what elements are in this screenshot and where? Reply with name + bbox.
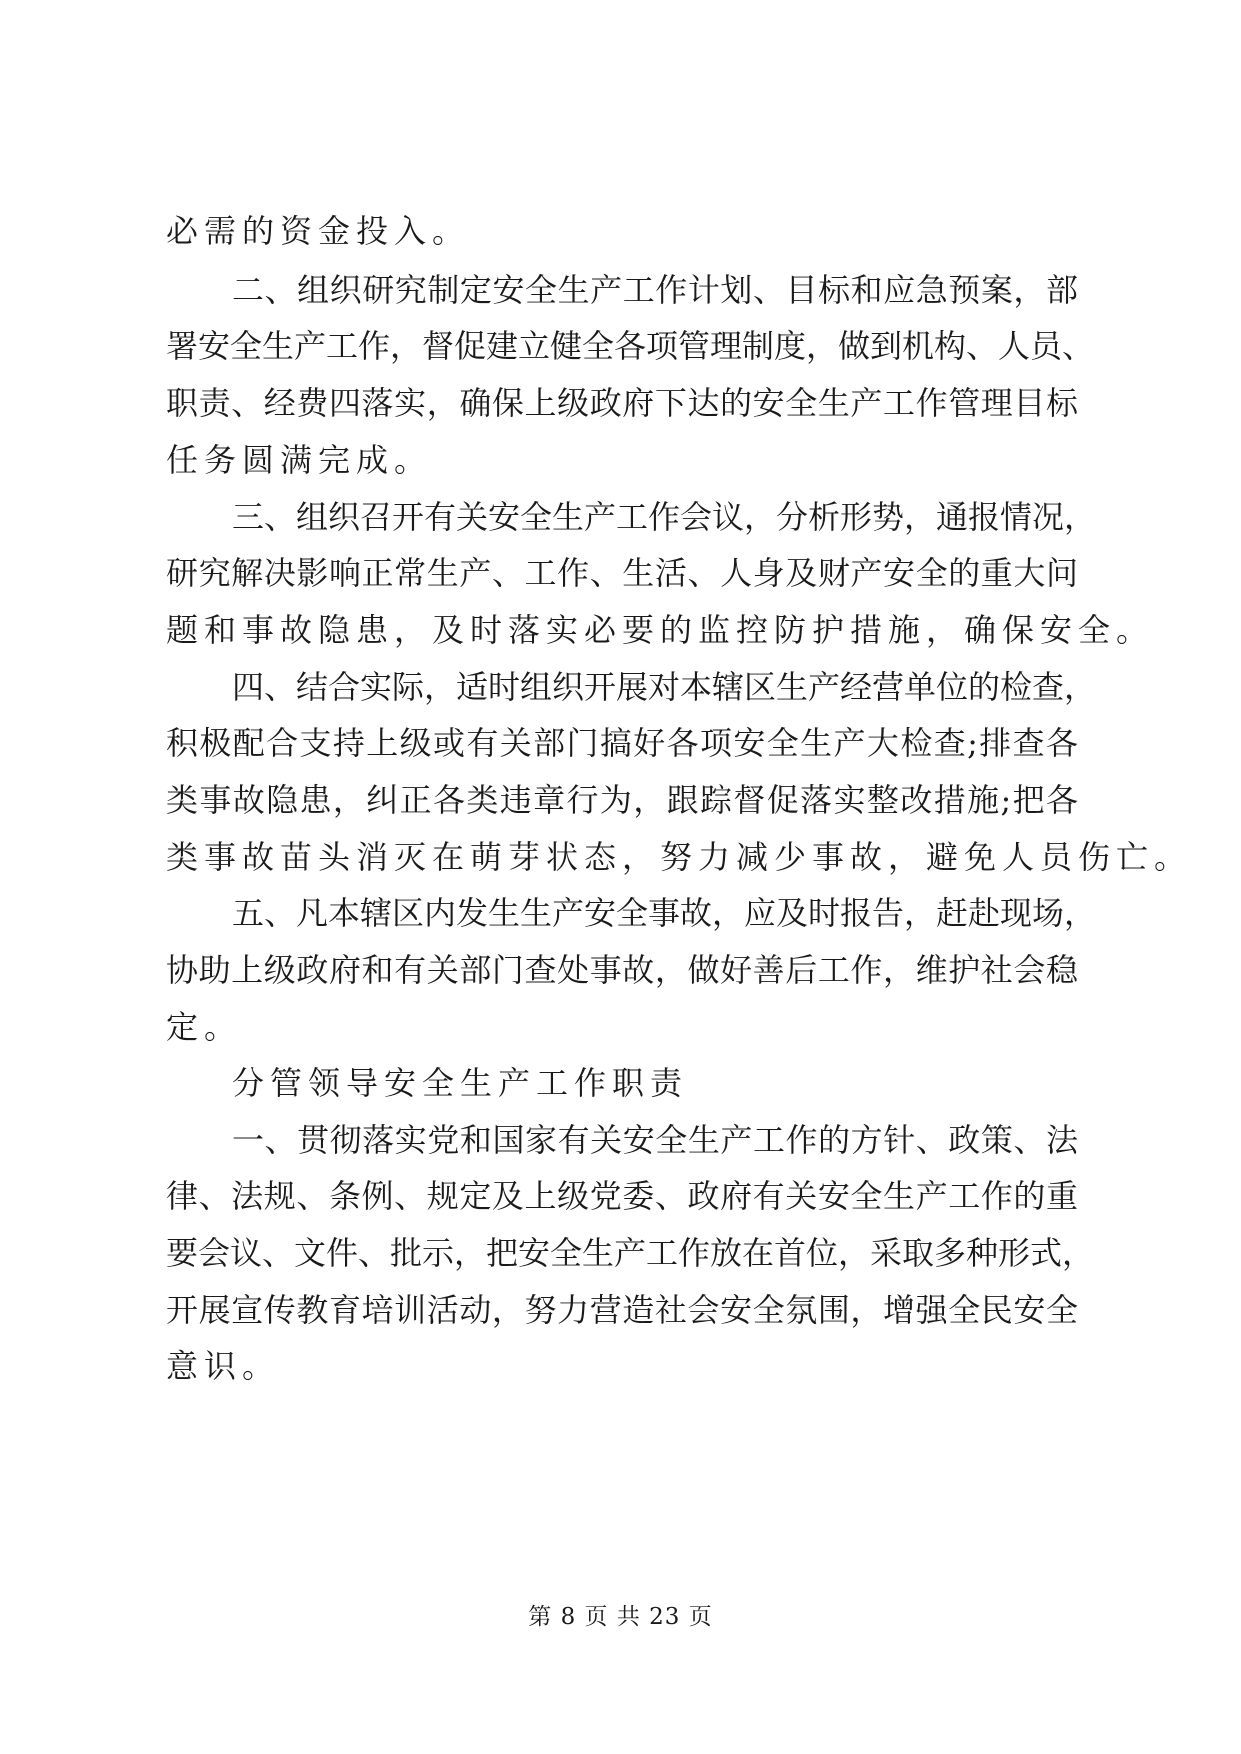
text-line: 律、法规、条例、规定及上级党委、政府有关安全生产工作的重 xyxy=(166,1177,1078,1215)
page-footer: 第 8 页 共 23 页 xyxy=(528,1604,713,1630)
text-line: 题和事故隐患，及时落实必要的监控防护措施，确保安全。 xyxy=(166,611,1155,649)
text-line: 要会议、文件、批示，把安全生产工作放在首位，采取多种形式， xyxy=(166,1234,1095,1272)
text-line: 类事故苗头消灭在萌芽状态，努力减少事故，避免人员伤亡。 xyxy=(166,838,1193,876)
text-line: 积极配合支持上级或有关部门搞好各项安全生产大检查;排查各 xyxy=(166,724,1078,762)
text-line: 三、组织召开有关安全生产工作会议，分析形势，通报情况， xyxy=(232,498,1097,536)
text-line: 协助上级政府和有关部门查处事故，做好善后工作，维护社会稳 xyxy=(166,951,1078,989)
text-line: 一、贯彻落实党和国家有关安全生产工作的方针、政策、法 xyxy=(232,1121,1078,1159)
text-line: 定。 xyxy=(166,1008,243,1046)
text-line: 署安全生产工作，督促建立健全各项管理制度，做到机构、人员、 xyxy=(166,327,1095,365)
section-heading: 分管领导安全生产工作职责 xyxy=(232,1064,689,1102)
text-line: 开展宣传教育培训活动，努力营造社会安全氛围，增强全民安全 xyxy=(166,1291,1078,1329)
text-line: 类事故隐患，纠正各类违章行为，跟踪督促落实整改措施;把各 xyxy=(166,781,1078,819)
text-line: 职责、经费四落实，确保上级政府下达的安全生产工作管理目标 xyxy=(166,384,1078,422)
text-line: 必需的资金投入。 xyxy=(166,212,471,250)
text-line: 四、结合实际，适时组织开展对本辖区生产经营单位的检查， xyxy=(232,668,1097,706)
text-line: 研究解决影响正常生产、工作、生活、人身及财产安全的重大问 xyxy=(166,554,1078,592)
text-line: 意识。 xyxy=(166,1347,281,1385)
text-line: 任务圆满完成。 xyxy=(166,441,433,479)
text-line: 二、组织研究制定安全生产工作计划、目标和应急预案，部 xyxy=(232,271,1078,309)
text-line: 五、凡本辖区内发生生产安全事故，应及时报告，赶赴现场， xyxy=(232,894,1097,932)
